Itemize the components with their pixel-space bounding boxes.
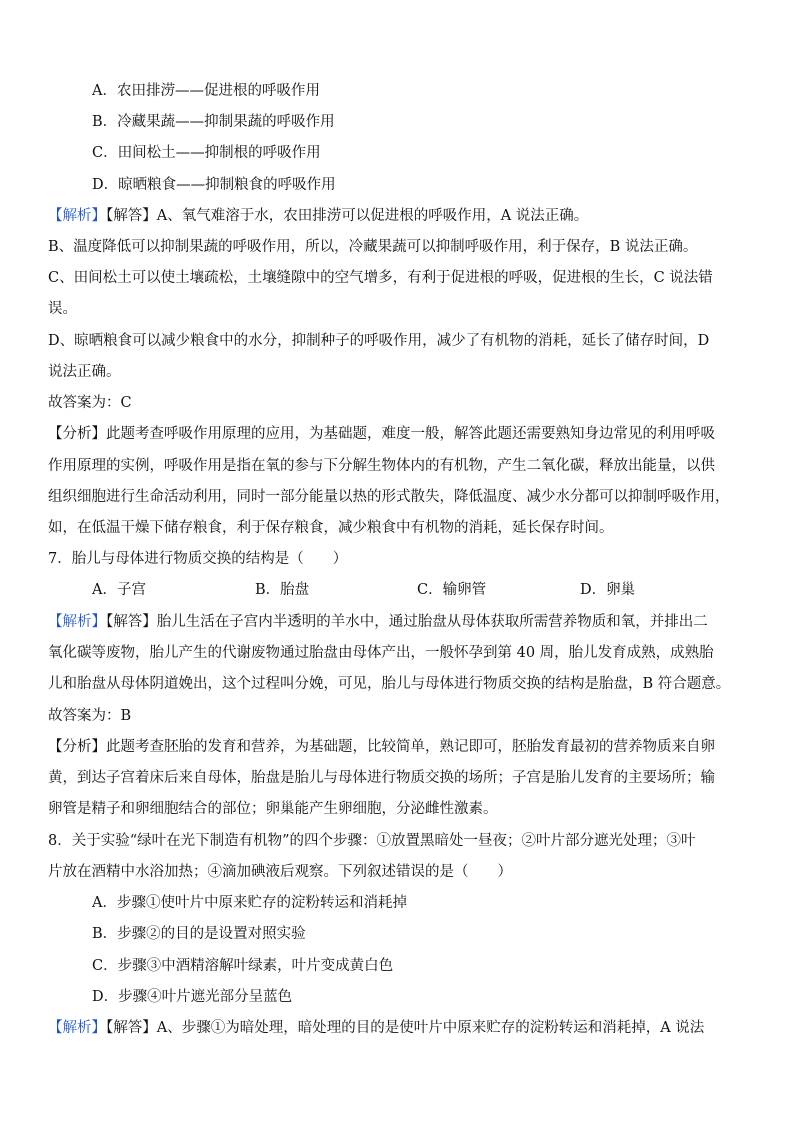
q7-explanation-line: 儿和胎盘从母体阴道娩出，这个过程叫分娩，可见，胎儿与母体进行物质交换的结构是胎盘，B 符合题意。 xyxy=(48,676,731,692)
q8-question-line: 片放在酒精中水浴加热；④滴加碘液后观察。下列叙述错误的是（ ） xyxy=(48,864,512,880)
q8-option-c: C．步骤③中酒精溶解叶绿素，叶片变成黄白色 xyxy=(92,958,394,974)
q6-answer: 故答案为：C xyxy=(48,395,132,411)
q6-analysis-line: 如，在低温干燥下储存粮食，利于保存粮食，减少粮食中有机物的消耗，延长保存时间。 xyxy=(48,520,614,536)
q7-option-b: B．胎盘 xyxy=(255,582,310,598)
analysis-tag: 【解析】 xyxy=(48,614,106,630)
q8-explanation-line: 【解析】【解答】A、步骤①为暗处理，暗处理的目的是使叶片中原来贮存的淀粉转运和消耗掉，A 说法 xyxy=(48,1020,705,1036)
q6-explanation-line: D、晾晒粮食可以减少粮食中的水分，抑制种子的呼吸作用，减少了有机物的消耗，延长了储存时间，D xyxy=(48,333,710,349)
q6-explanation-line: 误。 xyxy=(48,301,77,317)
analysis-tag: 【解析】 xyxy=(48,208,106,224)
q7-option-a: A．子宫 xyxy=(92,582,146,598)
q6-explanation-line: B、温度降低可以抑制果蔬的呼吸作用，所以，冷藏果蔬可以抑制呼吸作用，利于保存，B 说法正确。 xyxy=(48,239,698,255)
q8-option-b: B．步骤②的目的是设置对照实验 xyxy=(92,926,306,942)
q6-analysis-line: 组织细胞进行生命活动利用，同时一部分能量以热的形式散失，降低温度、减少水分都可以抑制呼吸作用， xyxy=(48,489,730,505)
q6-explanation-line: C、田间松土可以使土壤疏松，土壤缝隙中的空气增多，有利于促进根的呼吸，促进根的生长，C 说法错 xyxy=(48,270,713,286)
q7-explanation-line: 氧化碳等废物，胎儿产生的代谢废物通过胎盘由母体产出，一般怀孕到第 40 周，胎儿发育成熟，成熟胎 xyxy=(48,645,714,661)
q7-option-c: C．输卵管 xyxy=(417,582,487,598)
q6-option-c: C．田间松土——抑制根的呼吸作用 xyxy=(92,145,321,161)
q8-option-a: A．步骤①使叶片中原来贮存的淀粉转运和消耗掉 xyxy=(92,895,407,911)
q6-option-a: A．农田排涝——促进根的呼吸作用 xyxy=(92,83,320,99)
q8-option-d: D．步骤④叶片遮光部分呈蓝色 xyxy=(92,989,293,1005)
q7-question: 7．胎儿与母体进行物质交换的结构是（ ） xyxy=(48,551,348,567)
q8-question-line: 8．关于实验“绿叶在光下制造有机物”的四个步骤：①放置黑暗处一昼夜；②叶片部分遮光处理；③叶 xyxy=(48,833,696,849)
q6-option-b: B．冷藏果蔬——抑制果蔬的呼吸作用 xyxy=(92,114,335,130)
q6-analysis-line: 作用原理的实例，呼吸作用是指在氧的参与下分解生物体内的有机物，产生二氧化碳，释放出能量，以供 xyxy=(48,458,715,474)
analysis-tag: 【解析】 xyxy=(48,1020,106,1036)
q7-analysis-line: 【分析】此题考查胚胎的发育和营养，为基础题，比较简单，熟记即可，胚胎发育最初的营养物质来自卵 xyxy=(48,739,715,755)
q6-analysis-line: 【分析】此题考查呼吸作用原理的应用，为基础题，难度一般，解答此题还需要熟知身边常见的利用呼吸 xyxy=(48,426,715,442)
q6-explanation-line: 说法正确。 xyxy=(48,364,121,380)
q7-option-d: D．卵巢 xyxy=(580,582,636,598)
q7-explanation-line: 【解析】【解答】胎儿生活在子宫内半透明的羊水中，通过胎盘从母体获取所需营养物质和氧，并排出二 xyxy=(48,614,708,630)
q7-analysis-line: 黄，到达子宫着床后来自母体，胎盘是胎儿与母体进行物质交换的场所；子宫是胎儿发育的主要场所；输 xyxy=(48,770,715,786)
q7-answer: 故答案为：B xyxy=(48,708,132,724)
q6-option-d: D．晾晒粮食——抑制粮食的呼吸作用 xyxy=(92,177,336,193)
q6-explanation-line: 【解析】【解答】A、氧气难溶于水，农田排涝可以促进根的呼吸作用，A 说法正确。 xyxy=(48,208,589,224)
q7-analysis-line: 卵管是精子和卵细胞结合的部位；卵巢能产生卵细胞，分泌雌性激素。 xyxy=(48,801,498,817)
